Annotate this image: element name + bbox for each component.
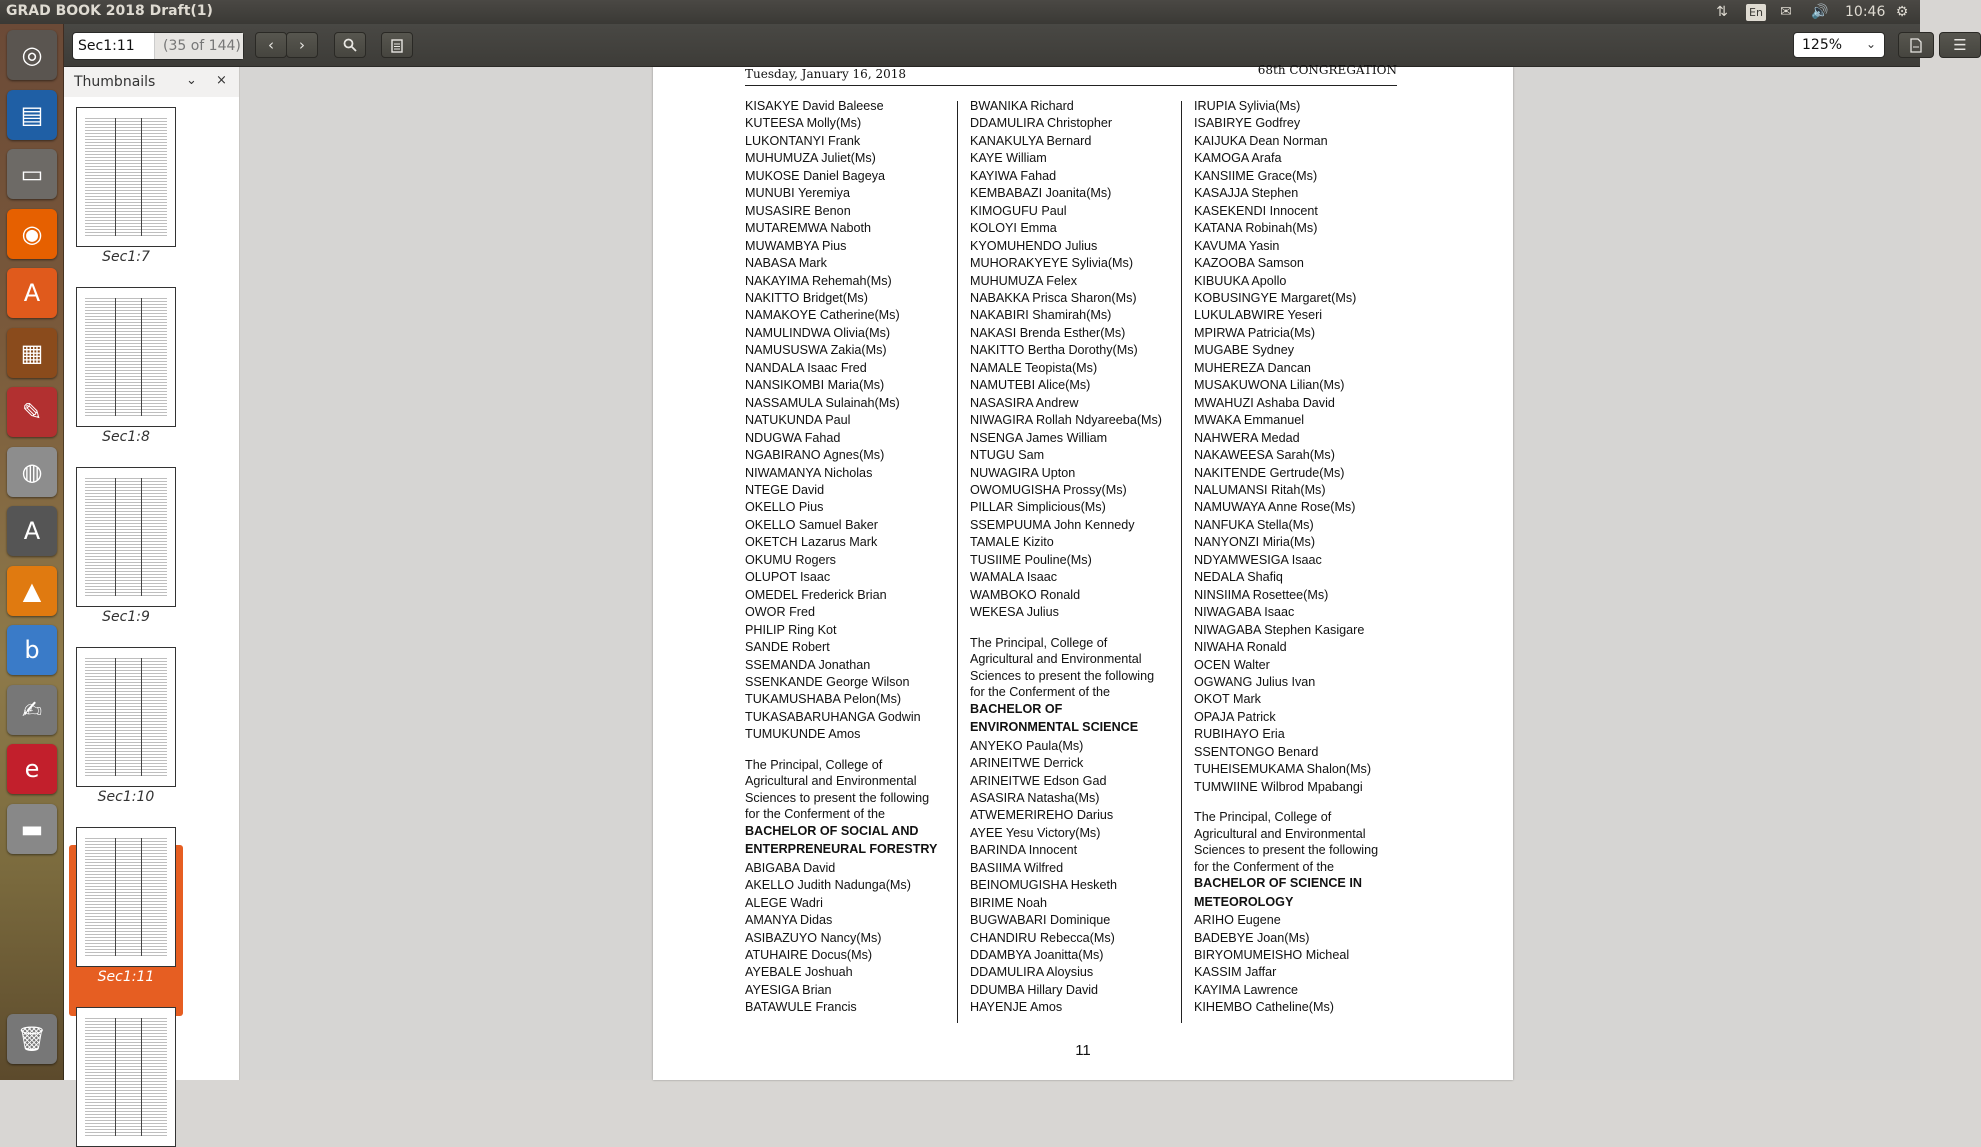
graduate-name: MUHUMUZA Felex xyxy=(970,273,1078,288)
graduate-name: OKETCH Lazarus Mark xyxy=(745,535,878,550)
names-column-3 xyxy=(1194,98,1378,1017)
document-properties-button[interactable] xyxy=(1898,32,1934,58)
graduate-name: SSEMPUUMA John Kennedy xyxy=(970,517,1135,532)
zoom-value: 125% xyxy=(1802,37,1843,53)
graduate-name: OPAJA Patrick xyxy=(1194,709,1276,724)
graduate-name: MWAHUZI Ashaba David xyxy=(1194,395,1335,410)
previous-page-button[interactable] xyxy=(255,32,287,58)
toolbar xyxy=(64,24,1967,67)
degree-title: BACHELOR OF xyxy=(970,701,1063,716)
presentation-text: for the Conferment of the xyxy=(745,807,886,822)
graduate-name: KANAKULYA Bernard xyxy=(970,133,1092,148)
graduate-name: NINSIIMA Rosettee(Ms) xyxy=(1194,587,1329,602)
graduate-name: TUMUKUNDE Amos xyxy=(745,727,861,742)
network-icon[interactable]: ⇅ xyxy=(1716,4,1728,20)
graduate-name: NAKABIRI Shamirah(Ms) xyxy=(970,308,1112,323)
graduate-name: TUHEISEMUKAMA Shalon(Ms) xyxy=(1194,762,1372,777)
graduate-name: DDAMULIRA Aloysius xyxy=(970,965,1094,980)
graduate-name: NAKITENDE Gertrude(Ms) xyxy=(1194,465,1345,480)
graduate-name: NATUKUNDA Paul xyxy=(745,413,851,428)
graduate-name: NAMALE Teopista(Ms) xyxy=(970,360,1098,375)
graduate-name: KOLOYI Emma xyxy=(970,221,1057,236)
graduate-name: ANYEKO Paula(Ms) xyxy=(970,738,1084,753)
sidebar-header xyxy=(64,67,239,97)
graduate-name: OLUPOT Isaac xyxy=(745,570,831,585)
sidebar xyxy=(64,67,240,1080)
degree-title: BACHELOR OF SOCIAL AND xyxy=(745,823,919,838)
degree-title: METEOROLOGY xyxy=(1194,894,1294,909)
graduate-name: TAMALE Kizito xyxy=(970,535,1054,550)
thumbnail-label-selected[interactable]: Sec1:11 xyxy=(97,969,155,985)
presentation-text: Sciences to present the following xyxy=(970,668,1155,683)
graduate-name: KUTEESA Molly(Ms) xyxy=(745,116,862,131)
spacer xyxy=(970,622,1162,635)
keyboard-layout-indicator[interactable]: En xyxy=(1746,4,1766,21)
page-input[interactable]: Sec1:11 xyxy=(78,38,135,54)
graduate-name: NAKITTO Bertha Dorothy(Ms) xyxy=(970,343,1138,358)
graduate-name: ATUHAIRE Docus(Ms) xyxy=(745,948,873,963)
document-viewer-icon[interactable]: e xyxy=(7,744,57,794)
files-icon[interactable]: ▭ xyxy=(7,149,57,199)
graduate-name: NAHWERA Medad xyxy=(1194,430,1300,445)
graduate-name: NAKASI Brenda Esther(Ms) xyxy=(970,325,1126,340)
graduate-name: PHILIP Ring Kot xyxy=(745,622,837,637)
graduate-name: MWAKA Emmanuel xyxy=(1194,413,1305,428)
graduate-name: OGWANG Julius Ivan xyxy=(1194,674,1316,689)
thumbnail-list[interactable] xyxy=(64,97,239,1080)
graduate-name: IRUPIA Sylivia(Ms) xyxy=(1194,99,1301,113)
graduate-name: NAMUTEBI Alice(Ms) xyxy=(970,378,1091,393)
graduate-name: KASSIM Jaffar xyxy=(1194,965,1277,980)
graduate-name: TUMWIINE Wilbrod Mpabangi xyxy=(1194,779,1363,794)
zoom-selector[interactable] xyxy=(1793,32,1885,58)
graduate-name: NAMAKOYE Catherine(Ms) xyxy=(745,308,900,323)
graduate-name: KASEKENDI Innocent xyxy=(1194,203,1318,218)
graduate-name: KIMOGUFU Paul xyxy=(970,203,1067,218)
clipboard-icon xyxy=(391,38,403,53)
page-congregation: 68th CONGREGATION xyxy=(1257,63,1397,77)
graduate-name: LUKULABWIRE Yeseri xyxy=(1194,308,1323,323)
graduate-name: DDAMBYA Joanitta(Ms) xyxy=(970,948,1104,963)
graduate-name: KAYIMA Lawrence xyxy=(1194,982,1299,997)
graduate-name: NABASA Mark xyxy=(745,256,827,271)
spacer xyxy=(1194,796,1378,809)
thumbnail-label[interactable]: Sec1:10 xyxy=(97,789,155,805)
graduate-name: NIWAHA Ronald xyxy=(1194,640,1287,655)
chevron-left-icon: ‹ xyxy=(268,36,274,54)
software-updater-icon[interactable]: A xyxy=(7,506,57,556)
graduate-name: ASIBAZUYO Nancy(Ms) xyxy=(745,930,882,945)
degree-title: ENTERPRENEURAL FORESTRY xyxy=(745,842,938,857)
graduate-name: OWOMUGISHA Prossy(Ms) xyxy=(970,482,1127,497)
graduate-name: MPIRWA Patricia(Ms) xyxy=(1194,325,1316,340)
graduate-name: BATAWULE Francis xyxy=(745,1000,857,1015)
presentation-text: for the Conferment of the xyxy=(970,685,1111,700)
graduate-name: DDAMULIRA Christopher xyxy=(970,116,1113,131)
graduate-name: ARINEITWE Derrick xyxy=(970,756,1084,771)
graduate-name: AKELLO Judith Nadunga(Ms) xyxy=(745,878,911,893)
graduate-name: KOBUSINGYE Margaret(Ms) xyxy=(1194,290,1357,305)
graduate-name: NSENGA James William xyxy=(970,430,1108,445)
software-center-icon[interactable]: A xyxy=(7,268,57,318)
graduate-name: KAVUMA Yasin xyxy=(1194,238,1280,253)
graduate-name: WAMBOKO Ronald xyxy=(970,587,1081,602)
libreoffice-writer-icon[interactable]: ▤ xyxy=(7,90,57,140)
graduate-name: NTEGE David xyxy=(745,482,825,497)
page-header xyxy=(745,63,1397,86)
graduate-name: NDYAMWESIGA Isaac xyxy=(1194,552,1322,567)
graduate-name: MUWAMBYA Pius xyxy=(745,238,847,253)
graduate-name: ASASIRA Natasha(Ms) xyxy=(970,790,1100,805)
graduate-name: MUGABE Sydney xyxy=(1194,343,1295,358)
graduate-name: BUGWABARI Dominique xyxy=(970,913,1111,928)
graduate-name: DDUMBA Hillary David xyxy=(970,982,1099,997)
graduate-name: NANFUKA Stella(Ms) xyxy=(1194,517,1314,532)
graduate-name: RUBIHAYO Eria xyxy=(1194,727,1285,742)
thumbnail-page[interactable] xyxy=(76,467,176,607)
presentation-text: Sciences to present the following xyxy=(745,790,930,805)
document-page xyxy=(653,63,1513,1080)
graduate-name: NDUGWA Fahad xyxy=(745,430,841,445)
graduate-name: SSEMANDA Jonathan xyxy=(745,657,871,672)
graduate-name: LUKONTANYI Frank xyxy=(745,133,861,148)
graduate-name: AMANYA Didas xyxy=(745,913,833,928)
graduate-name: KATANA Robinah(Ms) xyxy=(1194,221,1318,236)
menu-button[interactable] xyxy=(1939,32,1981,58)
graduate-name: MUHUMUZA Juliet(Ms) xyxy=(745,151,876,166)
graduate-name: KAYE William xyxy=(970,151,1047,166)
graduate-name: ALEGE Wadri xyxy=(745,895,823,910)
chevron-down-icon[interactable]: ⌄ xyxy=(186,73,197,88)
ubuntu-dash-icon[interactable]: ◎ xyxy=(7,30,57,80)
graduate-name: BADEBYE Joan(Ms) xyxy=(1194,930,1310,945)
graduate-name: AYESIGA Brian xyxy=(745,982,832,997)
graduate-name: ISABIRYE Godfrey xyxy=(1194,116,1301,131)
graduate-name: MUSASIRE Benon xyxy=(745,203,851,218)
annotations-button[interactable] xyxy=(381,32,413,58)
graduate-name: MUTAREMWA Naboth xyxy=(745,221,871,236)
graduate-name: NUWAGIRA Upton xyxy=(970,465,1076,480)
page-count: (35 of 144) xyxy=(154,33,243,59)
thumbnail-label[interactable]: Sec1:8 xyxy=(102,429,150,445)
graduate-name: NALUMANSI Ritah(Ms) xyxy=(1194,482,1326,497)
presentation-text: The Principal, College of xyxy=(970,635,1108,650)
graduate-name: NANDALA Isaac Fred xyxy=(745,360,867,375)
graduate-name: TUSIIME Pouline(Ms) xyxy=(970,552,1092,567)
graduate-name: NIWAMANYA Nicholas xyxy=(745,465,873,480)
thumbnail-label[interactable]: Sec1:7 xyxy=(102,249,150,265)
graduate-name: ARINEITWE Edson Gad xyxy=(970,773,1107,788)
page-number: 11 xyxy=(1075,1042,1091,1059)
graduate-name: TUKAMUSHABA Pelon(Ms) xyxy=(745,692,902,707)
graduate-name: BARINDA Innocent xyxy=(970,843,1078,858)
graduate-name: KASAJJA Stephen xyxy=(1194,186,1299,201)
graduate-name: SSENKANDE George Wilson xyxy=(745,674,910,689)
presentation-text: for the Conferment of the xyxy=(1194,859,1335,874)
graduate-name: KEMBABAZI Joanita(Ms) xyxy=(970,186,1112,201)
graduate-name: ATWEMERIREHO Darius xyxy=(970,808,1114,823)
graduate-name: ARIHO Eugene xyxy=(1194,913,1281,928)
degree-title: BACHELOR OF SCIENCE IN xyxy=(1194,876,1362,891)
thumbnail-page[interactable] xyxy=(76,107,176,247)
graduate-name: KIBUUKA Apollo xyxy=(1194,273,1287,288)
graduate-name: AYEE Yesu Victory(Ms) xyxy=(970,825,1101,840)
graduate-name: MUKOSE Daniel Bageya xyxy=(745,168,885,183)
thumbnail-page[interactable] xyxy=(76,287,176,427)
graduate-name: SSENTONGO Benard xyxy=(1194,744,1319,759)
thumbnail-page-selected[interactable] xyxy=(76,827,176,967)
graduate-name: KAYIWA Fahad xyxy=(970,168,1057,183)
graduate-name: KISAKYE David Baleese xyxy=(745,99,884,113)
graduate-name: MUHORAKYEYE Sylivia(Ms) xyxy=(970,256,1134,271)
graduate-name: OKUMU Rogers xyxy=(745,552,836,567)
graduate-name: MUNUBI Yeremiya xyxy=(745,186,850,201)
text-editor-icon[interactable]: ✍ xyxy=(7,685,57,735)
graduate-name: NANSIKOMBI Maria(Ms) xyxy=(745,378,885,393)
graduate-name: NABAKKA Prisca Sharon(Ms) xyxy=(970,290,1137,305)
presentation-text: Sciences to present the following xyxy=(1194,843,1379,858)
graduate-name: OCEN Walter xyxy=(1194,657,1270,672)
graduate-name: KAZOOBA Samson xyxy=(1194,256,1304,271)
chevron-right-icon: › xyxy=(299,36,305,54)
thumbnail-page[interactable] xyxy=(76,647,176,787)
document-view[interactable] xyxy=(240,63,1920,1080)
graduate-name: KIHEMBO Catheline(Ms) xyxy=(1194,1000,1334,1015)
graduate-name: NAKAWEESA Sarah(Ms) xyxy=(1194,448,1335,463)
graduate-name: OMEDEL Frederick Brian xyxy=(745,587,887,602)
vlc-icon[interactable]: ▲ xyxy=(7,566,57,616)
graduate-name: TUKASABARUHANGA Godwin xyxy=(745,709,921,724)
graduate-name: NIWAGABA Stephen Kasigare xyxy=(1194,622,1365,637)
presentation-text: Agricultural and Environmental xyxy=(745,774,917,789)
libreoffice-impress-icon[interactable]: ▦ xyxy=(7,328,57,378)
graduate-name: NASASIRA Andrew xyxy=(970,395,1079,410)
graduate-name: BIRIME Noah xyxy=(970,895,1047,910)
graduate-name: PILLAR Simplicious(Ms) xyxy=(970,500,1106,515)
volume-icon[interactable]: 🔊 xyxy=(1811,4,1829,20)
power-gear-icon[interactable]: ⚙ xyxy=(1895,4,1909,20)
graduate-name: BEINOMUGISHA Hesketh xyxy=(970,878,1117,893)
graduate-name: NAKITTO Bridget(Ms) xyxy=(745,290,868,305)
graduate-name: NASSAMULA Sulainah(Ms) xyxy=(745,395,900,410)
graduate-name: NAKAYIMA Rehemah(Ms) xyxy=(745,273,892,288)
graduate-name: NEDALA Shafiq xyxy=(1194,570,1283,585)
bluetooth-icon[interactable]: b xyxy=(7,625,57,675)
graduate-name: BWANIKA Richard xyxy=(970,99,1074,113)
graduate-name: HAYENJE Amos xyxy=(970,1000,1063,1015)
graduate-name: KANSIIME Grace(Ms) xyxy=(1194,168,1318,183)
column-divider xyxy=(957,101,958,1023)
page-date: Tuesday, January 16, 2018 xyxy=(745,67,906,81)
graduate-name: CHANDIRU Rebecca(Ms) xyxy=(970,930,1115,945)
next-page-button[interactable] xyxy=(286,32,318,58)
presentation-text: The Principal, College of xyxy=(1194,810,1332,825)
hamburger-icon: ☰ xyxy=(1953,36,1967,54)
top-panel xyxy=(0,0,1920,24)
close-icon[interactable]: × xyxy=(216,73,227,88)
graduate-name: NIWAGABA Isaac xyxy=(1194,605,1295,620)
degree-title: ENVIRONMENTAL SCIENCE xyxy=(970,720,1139,735)
graduate-name: SANDE Robert xyxy=(745,640,830,655)
graduate-name: OKOT Mark xyxy=(1194,692,1261,707)
graduate-name: KAMOGA Arafa xyxy=(1194,151,1282,166)
graduate-name: OKELLO Pius xyxy=(745,500,824,515)
launcher xyxy=(0,24,64,1080)
thumbnail-label[interactable]: Sec1:9 xyxy=(102,609,150,625)
chevron-down-icon: ⌄ xyxy=(1865,37,1876,51)
graduate-name: BIRYOMUMEISHO Micheal xyxy=(1194,948,1350,963)
graduate-name: NAMULINDWA Olivia(Ms) xyxy=(745,325,891,340)
page-selector[interactable] xyxy=(72,32,244,60)
graduate-name: KAIJUKA Dean Norman xyxy=(1194,133,1328,148)
graduate-name: NAMUWAYA Anne Rose(Ms) xyxy=(1194,500,1356,515)
graduate-name: MUSAKUWONA Lilian(Ms) xyxy=(1194,378,1345,393)
graduate-name: OKELLO Samuel Baker xyxy=(745,517,878,532)
graduate-name: OWOR Fred xyxy=(745,605,815,620)
search-button[interactable] xyxy=(334,32,366,58)
trash-icon[interactable]: 🗑 xyxy=(7,1014,57,1064)
spacer xyxy=(745,744,937,757)
presentation-text: Agricultural and Environmental xyxy=(1194,826,1366,841)
drive-icon[interactable]: ▬ xyxy=(7,804,57,854)
search-icon xyxy=(343,38,357,52)
graduate-name: AYEBALE Joshuah xyxy=(745,965,853,980)
mail-icon[interactable]: ✉ xyxy=(1780,4,1792,20)
graduate-name: ABIGABA David xyxy=(745,860,836,875)
graduate-name: KYOMUHENDO Julius xyxy=(970,238,1098,253)
column-divider xyxy=(1181,101,1182,1023)
clock[interactable]: 10:46 xyxy=(1845,4,1886,20)
presentation-text: Agricultural and Environmental xyxy=(970,652,1142,667)
sidebar-title[interactable]: Thumbnails xyxy=(74,74,156,90)
names-column-1 xyxy=(745,98,937,1017)
graduate-name: NAMUSUSWA Zakia(Ms) xyxy=(745,343,887,358)
graduate-name: BASIIMA Wilfred xyxy=(970,860,1064,875)
firefox-icon[interactable]: ◉ xyxy=(7,209,57,259)
disc-icon[interactable]: ◍ xyxy=(7,447,57,497)
graduate-name: NGABIRANO Agnes(Ms) xyxy=(745,448,885,463)
graduate-name: WEKESA Julius xyxy=(970,605,1059,620)
graduate-name: NANYONZI Miria(Ms) xyxy=(1194,535,1316,550)
names-column-2 xyxy=(970,98,1162,1017)
graduate-name: MUHEREZA Dancan xyxy=(1194,360,1311,375)
system-settings-icon[interactable]: ✎ xyxy=(7,387,57,437)
document-icon xyxy=(1910,38,1922,53)
graduate-name: NIWAGIRA Rollah Ndyareeba(Ms) xyxy=(970,413,1162,428)
thumbnail-page[interactable] xyxy=(76,1007,176,1147)
window-title: GRAD BOOK 2018 Draft(1) xyxy=(6,3,213,19)
graduate-name: WAMALA Isaac xyxy=(970,570,1058,585)
presentation-text: The Principal, College of xyxy=(745,757,883,772)
graduate-name: NTUGU Sam xyxy=(970,448,1045,463)
